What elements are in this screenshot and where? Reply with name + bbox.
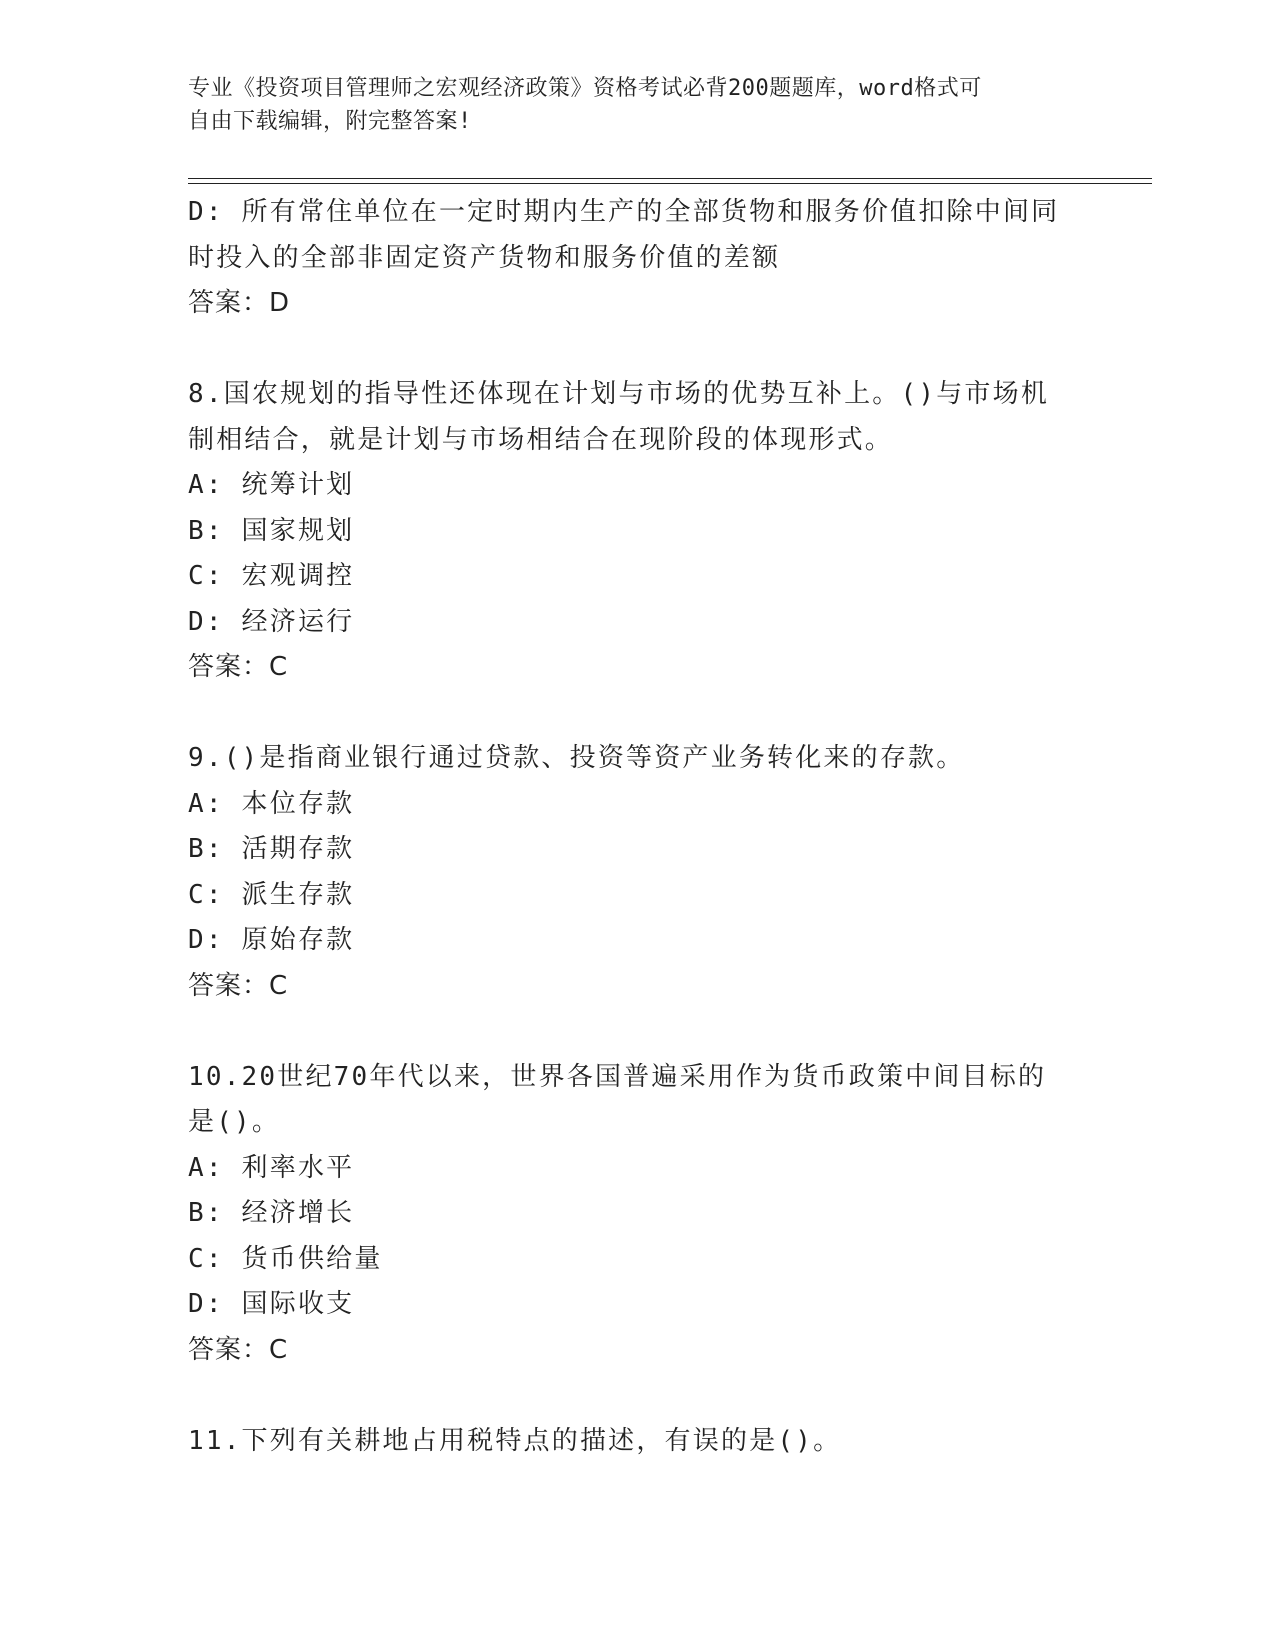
question-10 [188, 1055, 1088, 1374]
question-text-line-1: 10.20世纪70年代以来，世界各国普遍采用作为货币政策中间目标的 [188, 1061, 1047, 1092]
option-d: D: 原始存款 [188, 925, 355, 955]
question-text-line-2: 是()。 [188, 1107, 281, 1137]
option-a: A: 统筹计划 [188, 470, 355, 500]
option-c: C: 货币供给量 [188, 1243, 383, 1274]
question-text-line-2: 制相结合，就是计划与市场相结合在现阶段的体现形式。 [188, 424, 894, 455]
option-b: B: 国家规划 [188, 515, 355, 546]
option-a: A: 本位存款 [188, 788, 355, 819]
question-11 [188, 1419, 1088, 1465]
prev-question-tail [188, 190, 1088, 327]
answer: 答案：C [188, 652, 289, 682]
header-line-2: 自由下载编辑，附完整答案! [188, 109, 472, 134]
answer: 答案：C [188, 970, 289, 1001]
option-d: D: 国际收支 [188, 1289, 355, 1319]
header-rule-top [188, 178, 1152, 179]
header-rule-bottom [188, 183, 1152, 184]
question-9 [188, 736, 1088, 1009]
option-d: D: 经济运行 [188, 606, 355, 637]
page-header [188, 72, 1068, 138]
answer: 答案：C [188, 1334, 289, 1365]
option-b: B: 经济增长 [188, 1198, 355, 1228]
option-b: B: 活期存款 [188, 834, 355, 864]
question-8 [188, 372, 1088, 691]
option-a: A: 利率水平 [188, 1152, 355, 1183]
answer: 答案：D [188, 288, 291, 318]
header-line-1: 专业《投资项目管理师之宏观经济政策》资格考试必背200题题库，word格式可 [188, 76, 982, 101]
option-c: C: 宏观调控 [188, 561, 355, 591]
option-d-line-2: 时投入的全部非固定资产货物和服务价值的差额 [188, 242, 781, 273]
question-text-line-1: 8.国农规划的指导性还体现在计划与市场的优势互补上。()与市场机 [188, 379, 1050, 409]
option-d-line-1: D: 所有常住单位在一定时期内生产的全部货物和服务价值扣除中间同 [188, 197, 1060, 227]
question-text-line-1: 9.()是指商业银行通过贷款、投资等资产业务转化来的存款。 [188, 743, 965, 773]
option-c: C: 派生存款 [188, 879, 355, 910]
question-text-line-1: 11.下列有关耕地占用税特点的描述，有误的是()。 [188, 1425, 842, 1456]
question-body [188, 190, 1088, 1464]
